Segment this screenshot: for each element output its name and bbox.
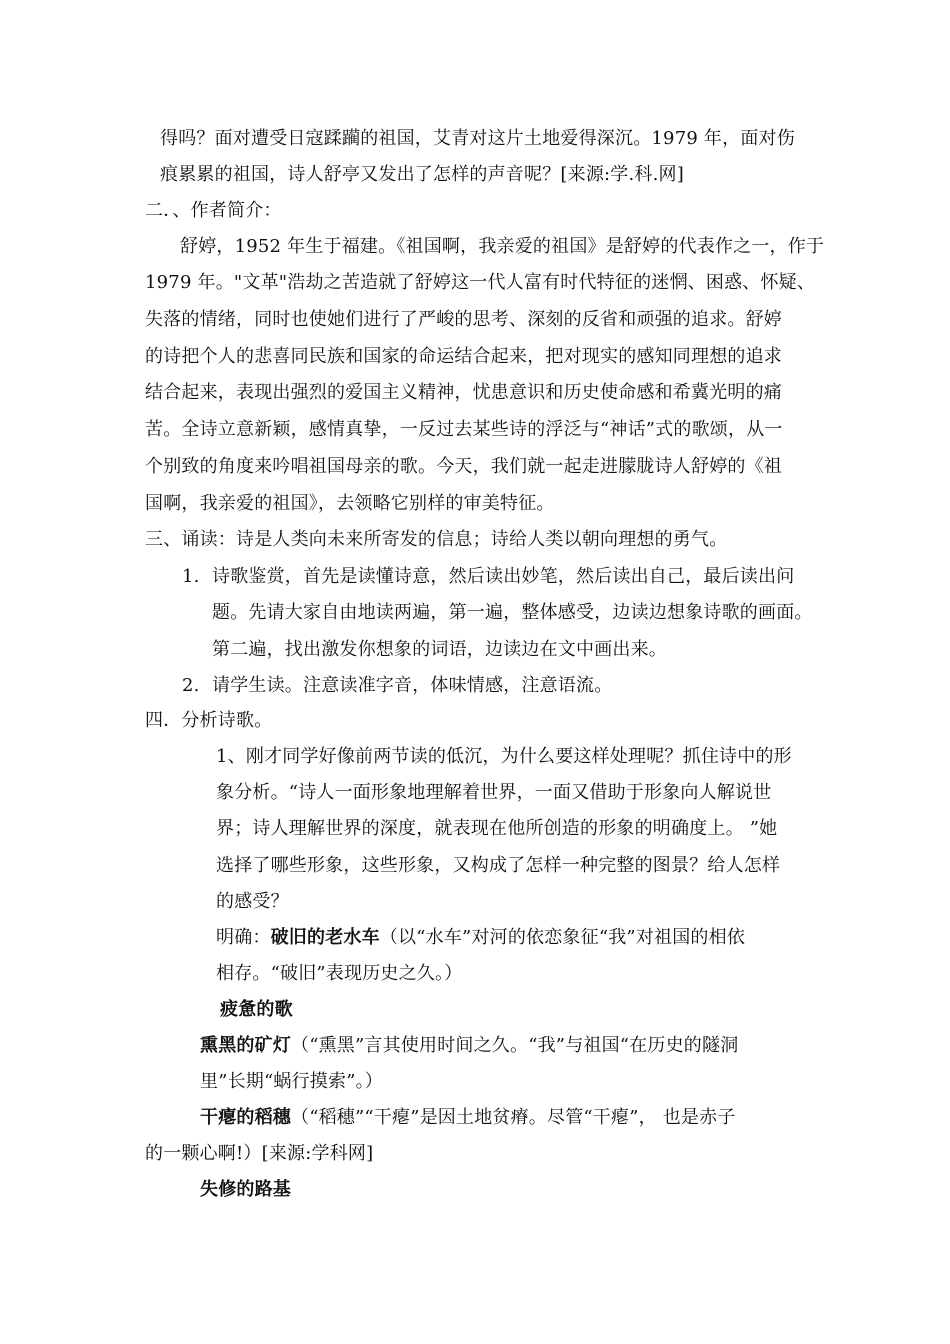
item-2-number: 2. bbox=[182, 675, 200, 696]
section-2-heading: 二．、作者简介： bbox=[145, 200, 282, 221]
bio-line-4: 的诗把个人的悲喜同民族和国家的命运结合起来，把对现实的感知同理想的追求 bbox=[145, 346, 782, 367]
intro-line-2: 痕累累的祖国，诗人舒亭又发出了怎样的声音呢？[来源:学.科.网] bbox=[160, 164, 684, 185]
item-2-line-1: 请学生读。注意读准字音，体味情感，注意语流。 bbox=[212, 675, 613, 696]
bio-line-3: 失落的情绪，同时也使她们进行了严峻的思考、深刻的反省和顽强的追求。舒婷 bbox=[145, 309, 782, 330]
answer-line-4 bbox=[200, 1034, 738, 1058]
image-rice-ear: 干瘪的稻穗 bbox=[200, 1107, 291, 1128]
image-rice-ear-note: （“稻穗”“干瘪”是因土地贫瘠。尽管“干瘪”， 也是赤子 bbox=[291, 1107, 736, 1128]
item-1-line-2: 题。先请大家自由地读两遍，第一遍，整体感受，边读边想象诗歌的画面。 bbox=[212, 602, 813, 623]
answer-line-6 bbox=[200, 1106, 736, 1130]
bio-line-7: 个别致的角度来吟唱祖国母亲的歌。今天，我们就一起走进朦胧诗人舒婷的《祖 bbox=[145, 456, 782, 477]
bio-line-5: 结合起来，表现出强烈的爱国主义精神，忧患意识和历史使命感和希冀光明的痛 bbox=[145, 382, 782, 403]
bio-line-2: 1979 年。"文革"浩劫之苦造就了舒婷这一代人富有时代特征的迷惘、困惑、怀疑、 bbox=[145, 272, 816, 293]
intro-line-1: 得吗？面对遭受日寇蹂躏的祖国，艾青对这片土地爱得深沉。1979 年，面对伤 bbox=[160, 128, 795, 149]
section-4-heading: 四．分析诗歌。 bbox=[145, 710, 273, 731]
bio-line-8: 国啊，我亲爱的祖国》，去领略它别样的审美特征。 bbox=[145, 493, 555, 514]
bio-line-1: 舒婷，1952 年生于福建。《祖国啊，我亲爱的祖国》是舒婷的代表作之一，作于 bbox=[180, 236, 825, 257]
answer-line-5: 里”长期“蜗行摸索”。） bbox=[200, 1071, 384, 1092]
answer-line-7: 的一颗心啊!）[来源:学科网] bbox=[145, 1143, 374, 1164]
question-line-3: 界；诗人理解世界的深度，就表现在他所创造的形象的明确度上。 ”她 bbox=[216, 818, 778, 839]
answer-line-1 bbox=[216, 926, 745, 950]
image-roadbed: 失修的路基 bbox=[200, 1179, 291, 1200]
image-water-wheel-note: （以“水车”对河的依恋象征“我”对祖国的相依 bbox=[379, 927, 746, 948]
image-mine-lamp-note: （“熏黑”言其使用时间之久。“我”与祖国“在历史的隧洞 bbox=[291, 1035, 739, 1056]
image-water-wheel: 破旧的老水车 bbox=[270, 927, 380, 948]
answer-line-2: 相存。“破旧”表现历史之久。） bbox=[216, 963, 463, 984]
image-mine-lamp: 熏黑的矿灯 bbox=[200, 1035, 291, 1056]
bio-line-6: 苦。全诗立意新颖，感情真挚，一反过去某些诗的浮泛与“神话”式的歌颂，从一 bbox=[145, 419, 783, 440]
section-3-heading: 三、诵读：诗是人类向未来所寄发的信息；诗给人类以朝向理想的勇气。 bbox=[145, 529, 728, 550]
answer-label: 明确： bbox=[216, 927, 271, 948]
item-1-line-3: 第二遍，找出激发你想象的词语，边读边在文中画出来。 bbox=[212, 639, 667, 660]
question-line-1: 1、刚才同学好像前两节读的低沉，为什么要这样处理呢？抓住诗中的形 bbox=[216, 746, 792, 767]
question-line-2: 象分析。“诗人一面形象地理解着世界，一面又借助于形象向人解说世 bbox=[216, 782, 772, 803]
question-line-4: 选择了哪些形象，这些形象，又构成了怎样一种完整的图景？给人怎样 bbox=[216, 855, 781, 876]
image-tired-song: 疲惫的歌 bbox=[220, 999, 293, 1020]
item-1-line-1: 诗歌鉴赏，首先是读懂诗意，然后读出妙笔，然后读出自己，最后读出问 bbox=[212, 566, 795, 587]
item-1-number: 1. bbox=[182, 566, 200, 587]
question-line-5: 的感受？ bbox=[216, 891, 289, 912]
